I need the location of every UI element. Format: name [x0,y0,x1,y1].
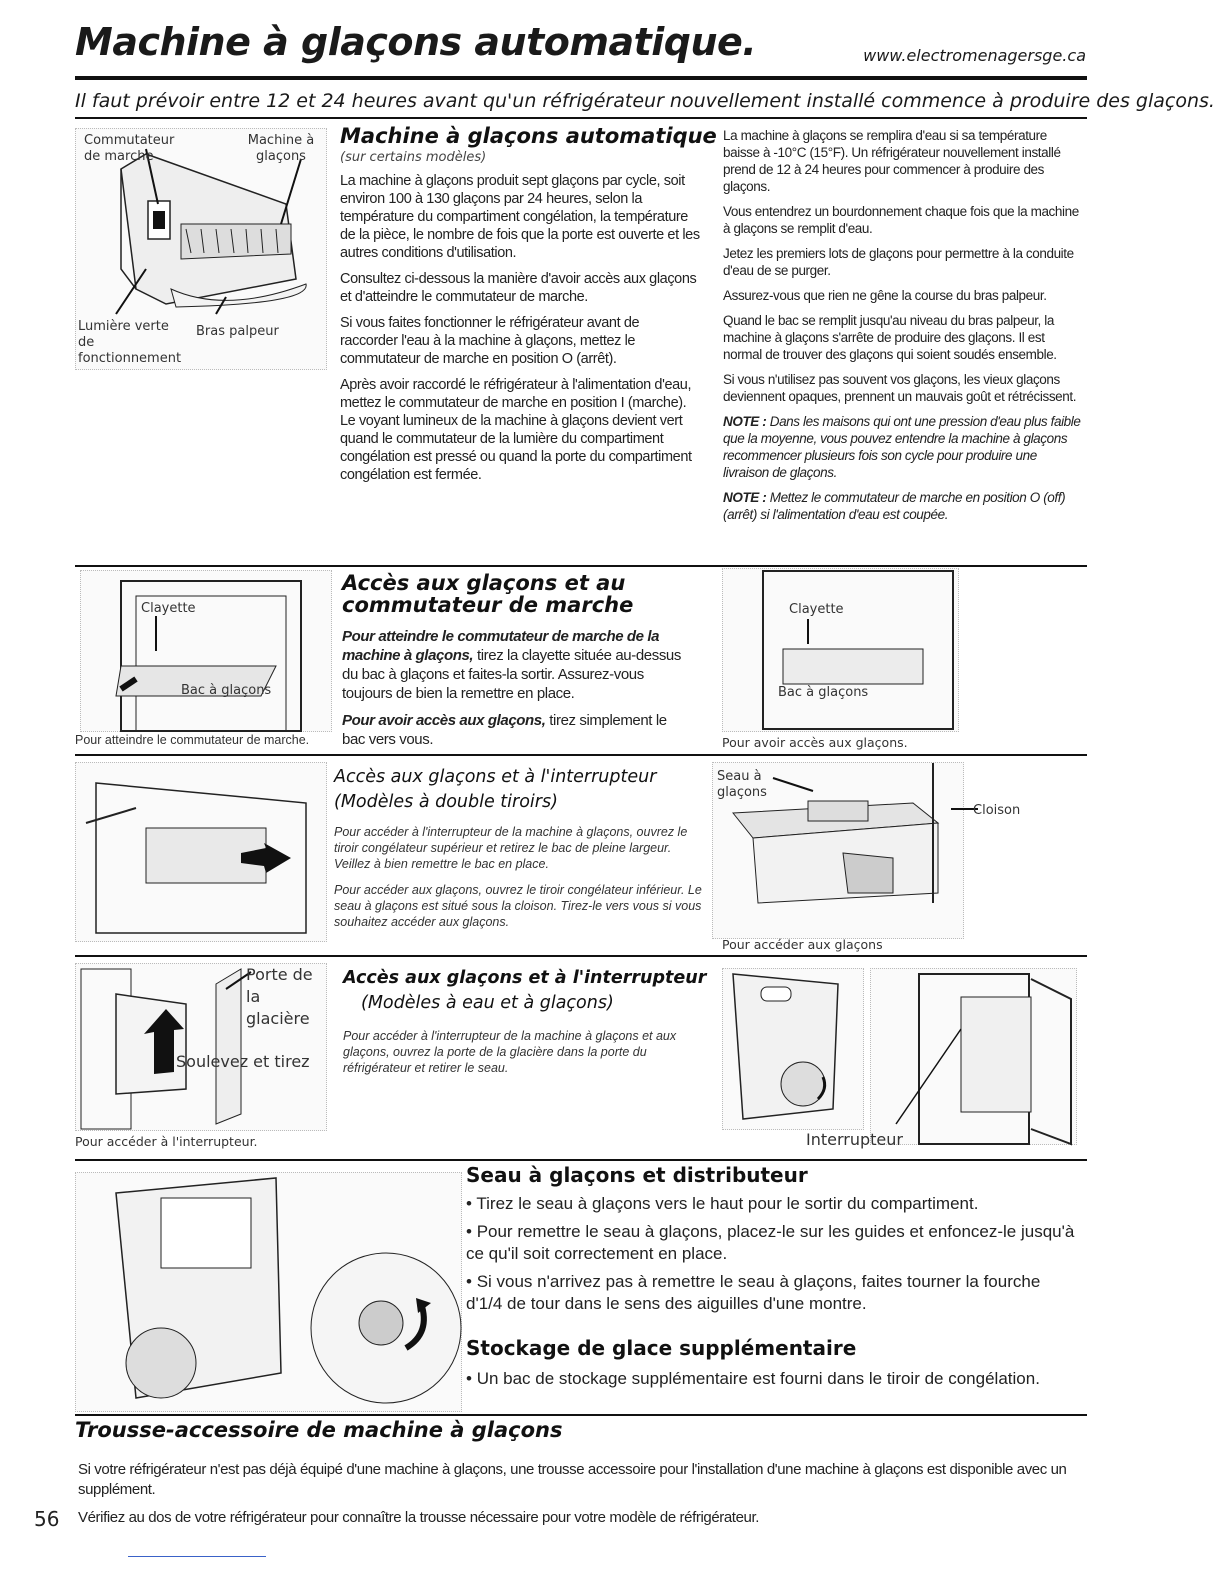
para-text: tirez la clayette située au-dessus du bac à glaçons et faites-la sortir. Assurez-vous toujours de bien la remettre en place. [342,647,681,702]
label-interrupteur: Interrupteur [806,1130,903,1149]
label-lumiere: Lumière verte de fonctionnement [78,319,182,366]
page-number: 56 [34,1507,60,1531]
bullet-text: Si vous n'arrivez pas à remettre le seau à glaçons, faites tourner la fourche d'1/4 de tour dans le sens des aiguilles d'une montre. [466,1272,1041,1313]
shelf-illustration-right [722,568,959,732]
drawer-illustration [75,762,327,942]
para [342,711,692,749]
label-clayette: Clayette [789,602,844,617]
header-rule [75,76,1087,80]
storage-title: Stockage de glace supplémentaire [466,1336,857,1360]
section-title: Trousse-accessoire de machine à glaçons [75,1418,563,1442]
icebox-door-drawing [871,969,1076,1144]
figure-caption: Pour avoir accès aux glaçons. [722,735,908,750]
section-note: (sur certains modèles) [340,150,487,165]
page-title: Machine à glaçons automatique. [75,20,757,64]
ice-door-illustration [75,963,327,1131]
title-line: (Modèles à double tiroirs) [334,792,558,812]
para-text: tirez simplement le bac vers vous. [342,712,667,748]
note-label: NOTE : [723,414,767,429]
figure-caption: Pour accéder à l'interrupteur. [75,1134,258,1149]
para: Pour accéder à l'interrupteur de la machine à glaçons et aux glaçons, ouvrez la porte de la glacière dans la porte du réfrigérateur et retirer le seau. [343,1029,677,1075]
para: La machine à glaçons se remplira d'eau si sa température baisse à -10°C (15°F). Un réfrigérateur nouvellement installé prend de 12 à 24 heures pour commencer à produire des glaçons. [723,128,1061,194]
section-rule [75,565,1087,567]
dispenser-drawing [76,1173,461,1411]
ice-maker-illustration [75,128,327,370]
bold-lead: Pour atteindre le commutateur de marche de la machine à glaçons, [342,628,660,664]
para: Si vous faites fonctionner le réfrigérateur avant de raccorder l'eau à la machine à glaçons, mettez le commutateur de marche en position O (arrêt). [340,315,640,367]
section-title: Machine à glaçons automatique [340,124,717,148]
section1-body [340,172,700,492]
note-1 [723,413,1085,481]
bullet-item: • Si vous n'arrivez pas à remettre le seau à glaçons, faites tourner la fourche d'1/4 de tour dans le sens des aiguilles d'une montre. [466,1272,1041,1313]
para: Après avoir raccordé le réfrigérateur à l'alimentation d'eau, mettez le commutateur de marche en position I (marche). Le voyant lumineux de la machine à glaçons devient vert quand le commutateur de la lumière du compartiment congélation est pressé ou quand la porte du compartiment congélation est fermée. [340,377,692,483]
section1-right [723,127,1085,531]
para: Pour accéder à l'interrupteur de la machine à glaçons, ouvrez le tiroir congélateur supérieur et retirez le bac de pleine largeur. Veillez à bien remettre le bac en place. [334,825,688,871]
para: Si votre réfrigérateur n'est pas déjà équipé d'une machine à glaçons, une trousse accessoire pour l'installation d'une machine à glaçons est disponible avec un supplément. [78,1461,1067,1498]
bullet-text: Un bac de stockage supplémentaire est fourni dans le tiroir de congélation. [476,1369,1040,1388]
figure-caption: Pour accéder aux glaçons [722,937,883,952]
para: Si vous n'utilisez pas souvent vos glaçons, les vieux glaçons deviennent opaques, prennent un mauvais goût et rétrécissent. [723,372,1077,404]
note-label: NOTE : [723,490,767,505]
footer-rule [128,1556,266,1557]
bold-lead: Pour avoir accès aux glaçons, [342,712,546,729]
label-commutateur: Commutateur de marche [84,133,175,164]
label-clayette: Clayette [141,601,196,616]
label-bras: Bras palpeur [196,324,279,339]
label-machine: Machine à glaçons [247,133,315,164]
para: Quand le bac se remplit jusqu'au niveau du bras palpeur, la machine à glaçons s'arrête de produire des glaçons. Il est normal de trouver des glaçons qui soient soudés ensemble. [723,313,1057,362]
label-bac: Bac à glaçons [181,683,272,698]
shelf-drawing [81,571,331,731]
subtitle-rule [75,117,1087,119]
section-rule [75,754,1087,756]
para: Consultez ci-dessous la manière d'avoir accès aux glaçons et d'atteindre le commutateur de marche. [340,271,697,305]
bullet-text: Tirez le seau à glaçons vers le haut pour le sortir du compartiment. [476,1194,979,1213]
section-rule [75,1414,1087,1416]
title-line: Accès aux glaçons et au [342,571,626,595]
bucket-illustration [712,762,1021,939]
bucket-front-illustration [722,968,864,1130]
para: Assurez-vous que rien ne gêne la course du bras palpeur. [723,288,1047,303]
para [342,627,692,703]
website-url[interactable]: www.electromenagersge.ca [863,46,1086,65]
label-bac: Bac à glaçons [778,685,869,700]
para: Vérifiez au dos de votre réfrigérateur pour connaître la trousse nécessaire pour votre modèle de réfrigérateur. [78,1509,759,1526]
figure-caption: Pour atteindre le commutateur de marche. [75,733,310,747]
note-text: Mettez le commutateur de marche en position O (off) (arrêt) si l'alimentation d'eau est coupée. [723,490,1066,522]
bullet-text: Pour remettre le seau à glaçons, placez-le sur les guides et enfoncez-le jusqu'à ce qu'il soit correctement en place. [466,1222,1075,1263]
bullet-item: • Pour remettre le seau à glaçons, placez-le sur les guides et enfoncez-le jusqu'à ce qu'il soit correctement en place. [466,1222,1075,1263]
para: Vous entendrez un bourdonnement chaque fois que la machine à glaçons se remplit d'eau. [723,204,1079,236]
section-title: Seau à glaçons et distributeur [466,1163,808,1187]
para: La machine à glaçons produit sept glaçons par cycle, soit environ 100 à 130 glaçons par 24 heures, selon la température du compartiment congélation, la température de la pièce, le nombre de fois que la porte est ouverte et les autres conditions d'utilisation. [340,173,700,261]
shelf-illustration-left [80,570,332,732]
storage-bullets [466,1368,1078,1396]
section-title [342,572,633,616]
title-line: Accès aux glaçons et à l'interrupteur [343,968,707,988]
page-subtitle: Il faut prévoir entre 12 et 24 heures avant qu'un réfrigérateur nouvellement installé commence à produire des glaçons. [75,90,1215,112]
para: Pour accéder aux glaçons, ouvrez le tiroir congélateur inférieur. Le seau à glaçons est situé sous la cloison. Tirez-le vers vous si vous souhaitez accéder aux glaçons. [334,883,702,929]
bullet-item: • Un bac de stockage supplémentaire est fourni dans le tiroir de congélation. [466,1369,1040,1388]
section4-body [343,1028,688,1086]
section-title [334,765,656,815]
drawer-drawing [76,763,326,941]
note-text: Dans les maisons qui ont une pression d'eau plus faible que la moyenne, vous pouvez entendre la machine à glaçons recommencer plusieurs fois son cycle pour produire une livraison de glaçons. [723,414,1081,480]
section-rule [75,1159,1087,1161]
icebox-door-illustration [870,968,1077,1145]
note-2 [723,489,1085,523]
section2-body [342,627,692,757]
title-line: (Modèles à eau et à glaçons) [361,993,614,1013]
section5-bullets [466,1193,1078,1321]
section3-body [334,824,706,940]
label-porte: Porte de la glacière [246,965,313,1028]
title-line: commutateur de marche [342,593,634,617]
bullet-item: • Tirez le seau à glaçons vers le haut pour le sortir du compartiment. [466,1194,979,1213]
title-line: Accès aux glaçons et à l'interrupteur [334,767,657,787]
label-soulevez: Soulevez et tirez [176,1052,310,1071]
label-seau: Seau à glaçons [717,769,767,800]
label-cloison: Cloison [973,803,1021,818]
dispenser-illustration [75,1172,462,1412]
bucket-front-drawing [723,969,863,1129]
section-title [343,966,706,1016]
para: Jetez les premiers lots de glaçons pour permettre à la conduite d'eau de se purger. [723,246,1074,278]
section-rule [75,955,1087,957]
shelf-drawing [723,569,958,731]
section6-body [78,1460,1078,1536]
